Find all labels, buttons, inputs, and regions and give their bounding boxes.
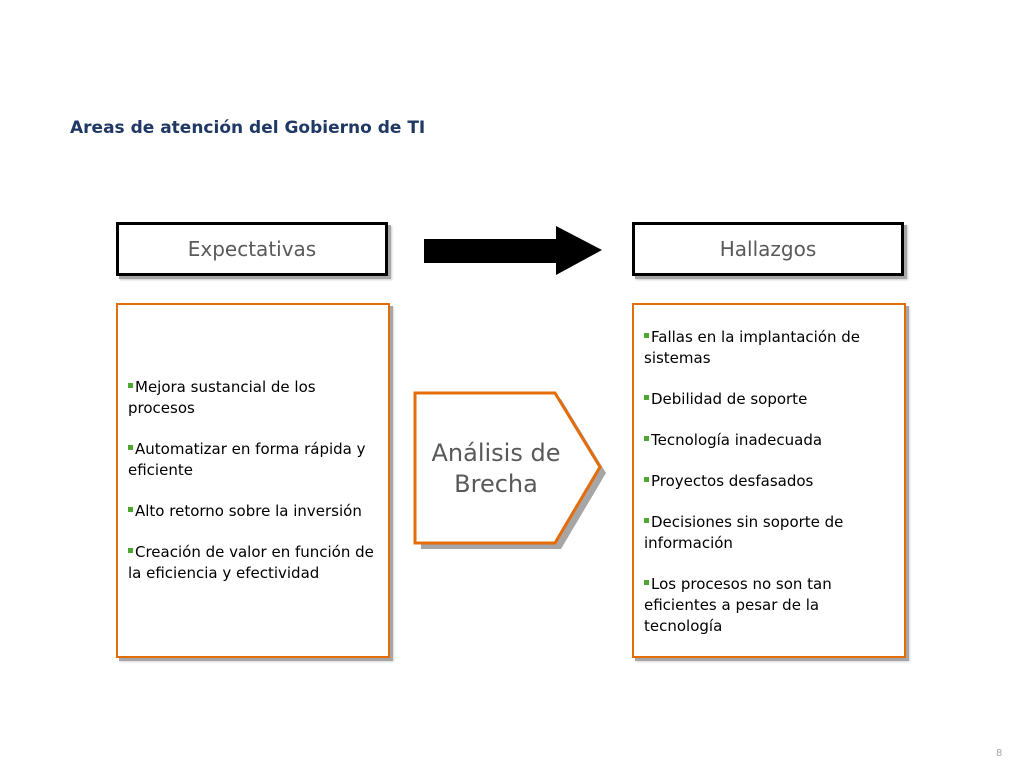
square-bullet-icon <box>128 507 133 512</box>
analysis-label <box>416 438 576 500</box>
list-item: Proyectos desfasados <box>644 471 894 492</box>
hallazgos-content-box <box>632 303 906 658</box>
list-item: Mejora sustancial de los procesos <box>128 378 316 417</box>
square-bullet-icon <box>644 518 649 523</box>
hallazgos-header-label: Hallazgos <box>719 237 817 261</box>
page-number: 8 <box>996 748 1003 759</box>
list-item: Fallas en la implantación de sistemas <box>644 328 861 367</box>
expectativas-header-label: Expectativas <box>187 237 317 261</box>
list-item: Debilidad de soporte <box>644 389 894 410</box>
list-item: Alto retorno sobre la inversión <box>128 501 378 522</box>
list-item: Automatizar en forma rápida y eficiente <box>128 440 366 479</box>
hallazgos-header-box <box>632 222 904 276</box>
slide-title: Areas de atención del Gobierno de TI <box>70 118 426 138</box>
expectativas-header-box <box>116 222 388 276</box>
expectativas-list <box>128 377 378 584</box>
list-item: Decisiones sin soporte de información <box>644 513 844 552</box>
square-bullet-icon <box>128 548 133 553</box>
square-bullet-icon <box>644 477 649 482</box>
list-item: Creación de valor en función de la eficiencia y efectividad <box>128 543 374 582</box>
analysis-label-line-1: Análisis de <box>431 439 561 467</box>
square-bullet-icon <box>644 580 649 585</box>
hallazgos-list <box>644 327 894 637</box>
square-bullet-icon <box>644 436 649 441</box>
right-arrow-icon <box>424 226 604 276</box>
square-bullet-icon <box>644 395 649 400</box>
list-item: Los procesos no son tan eficientes a pesar de la tecnología <box>644 575 832 635</box>
square-bullet-icon <box>128 445 133 450</box>
square-bullet-icon <box>128 383 133 388</box>
square-bullet-icon <box>644 333 649 338</box>
analysis-label-line-2: Brecha <box>454 470 538 498</box>
list-item: Tecnología inadecuada <box>644 430 894 451</box>
expectativas-content-box <box>116 303 390 658</box>
